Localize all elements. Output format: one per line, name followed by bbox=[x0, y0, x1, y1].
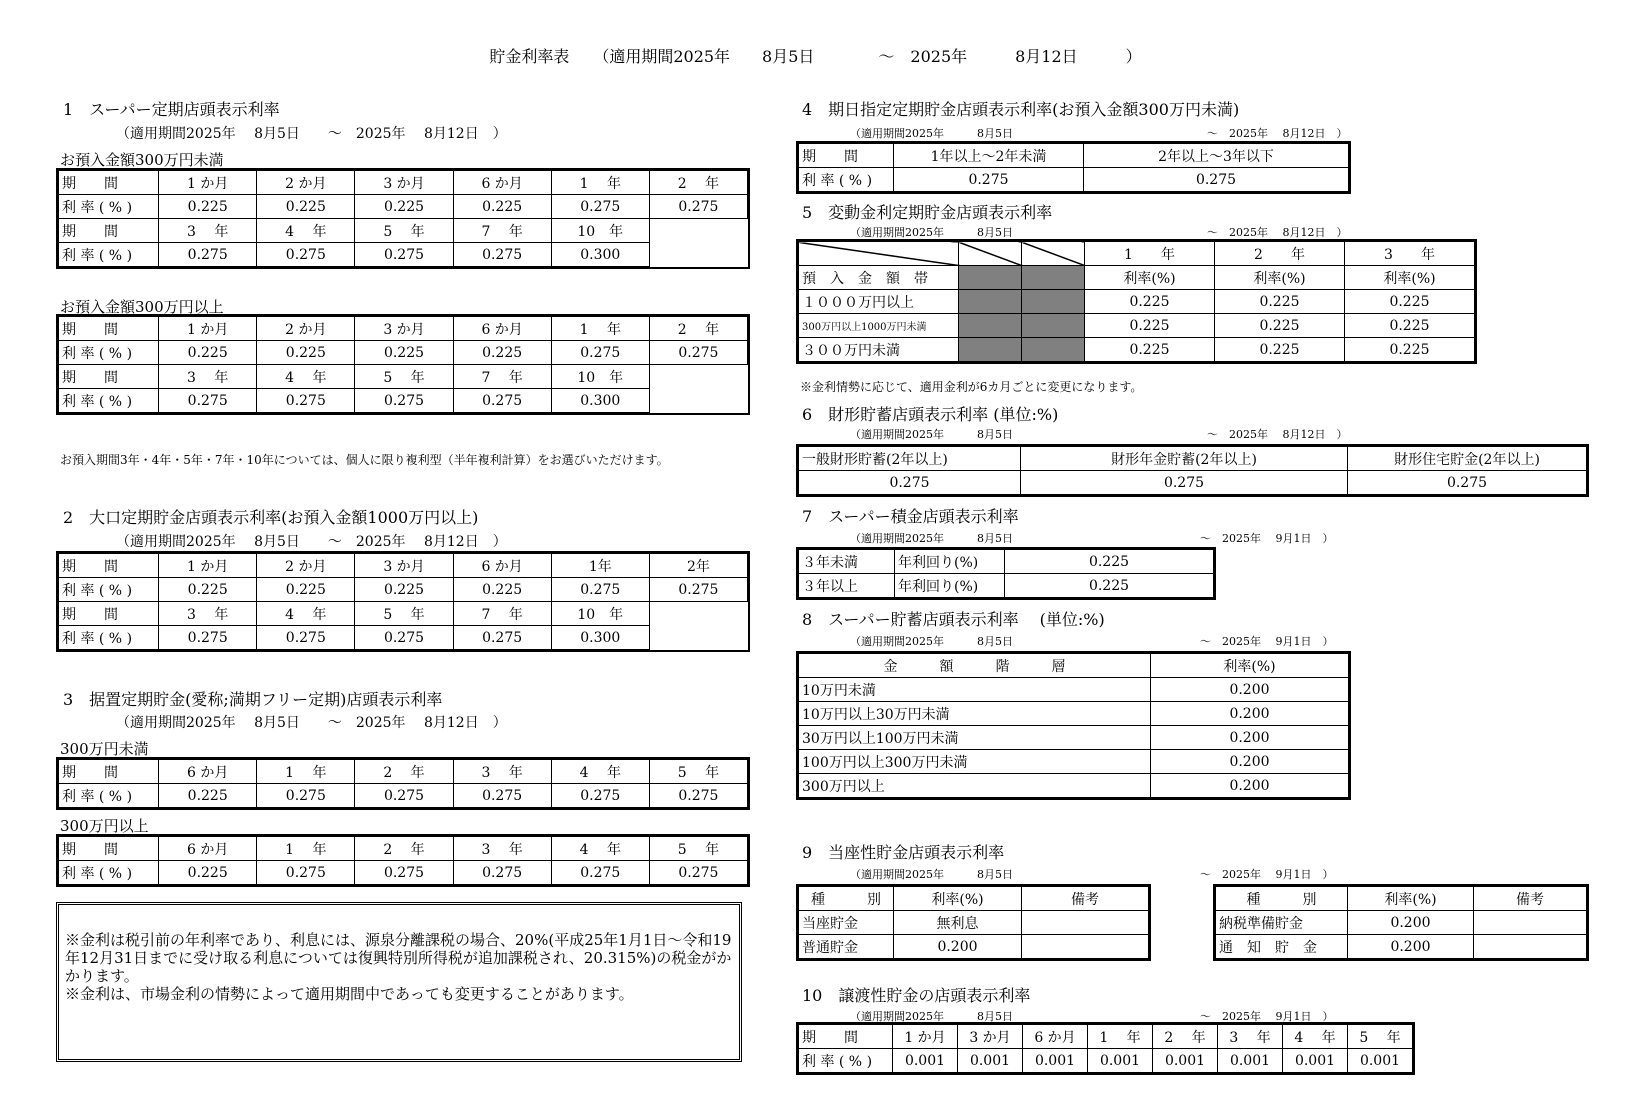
table-cell: 0.275 bbox=[453, 389, 551, 413]
table-cell: 0.275 bbox=[551, 195, 649, 219]
table-cell: 1 年 bbox=[551, 171, 649, 195]
table-cell: 1 年 bbox=[257, 837, 355, 861]
table-cell: 2 か月 bbox=[257, 317, 355, 341]
section8-period-end: ～ 2025年 9月1日 ） bbox=[1200, 635, 1334, 648]
row-label-cell: 利 率 ( % ) bbox=[59, 578, 159, 602]
gray-cell bbox=[1022, 242, 1085, 266]
section4-period-start: （適用期間2025年 8月5日 bbox=[850, 127, 1013, 140]
section7-title: 7 スーパー積金店頭表示利率 bbox=[802, 507, 1019, 526]
table-cell: 0.275 bbox=[355, 243, 453, 267]
type-header: 種 別 bbox=[1216, 887, 1348, 911]
rate-header: 利率(%) bbox=[1348, 887, 1474, 911]
table-row bbox=[799, 750, 1349, 774]
table-cell: 財形住宅貯金(2年以上) bbox=[1348, 447, 1587, 471]
table-row bbox=[799, 678, 1349, 702]
rate-cell: 0.225 bbox=[1215, 314, 1345, 338]
rate-cell: 0.200 bbox=[1151, 678, 1349, 702]
table-cell: 7 年 bbox=[453, 219, 551, 243]
table-cell: 1 年 bbox=[257, 760, 355, 784]
table-row bbox=[799, 726, 1349, 750]
table-row bbox=[59, 837, 748, 861]
table-cell: 3 年 bbox=[1218, 1025, 1283, 1049]
table-cell: 0.275 bbox=[649, 784, 747, 808]
gray-cell bbox=[959, 290, 1022, 314]
tier-label: 300万円以上 bbox=[799, 774, 1151, 798]
rate-cell: 0.225 bbox=[1085, 314, 1215, 338]
table-cell: 5 年 bbox=[1348, 1025, 1413, 1049]
rate-cell: 0.225 bbox=[1215, 338, 1345, 362]
table-row bbox=[799, 887, 1149, 911]
table-cell: 3 か月 bbox=[355, 317, 453, 341]
rate-cell: 0.200 bbox=[1151, 702, 1349, 726]
section9-table-right bbox=[1215, 886, 1587, 959]
table-row bbox=[59, 784, 748, 808]
yield-label: 年利回り(%) bbox=[895, 574, 1005, 598]
table-cell: 0.275 bbox=[257, 784, 355, 808]
table-cell: 3 年 bbox=[159, 365, 257, 389]
section10-title: 10 譲渡性貯金の店頭表示利率 bbox=[802, 986, 1031, 1005]
section1-subtitle-under-3m: お預入金額300万円未満 bbox=[60, 151, 224, 169]
table-cell: 0.275 bbox=[257, 626, 355, 650]
table-row bbox=[799, 471, 1587, 495]
section7-period-start: （適用期間2025年 8月5日 bbox=[850, 532, 1013, 545]
section8-table bbox=[798, 653, 1349, 798]
table-cell: 0.225 bbox=[355, 341, 453, 365]
table-cell: 0.225 bbox=[257, 578, 355, 602]
table-cell: 6 か月 bbox=[159, 837, 257, 861]
row-label-cell: 期 間 bbox=[59, 760, 159, 784]
tier-label: 30万円以上100万円未満 bbox=[799, 726, 1151, 750]
table-cell: 5 年 bbox=[649, 760, 747, 784]
table-cell: 6 か月 bbox=[453, 171, 551, 195]
term-header: 2 年 bbox=[1215, 242, 1345, 266]
section1-subtitle-over-3m: お預入金額300万円以上 bbox=[60, 298, 224, 316]
table-cell: 0.300 bbox=[551, 389, 649, 413]
table-cell: 0.275 bbox=[649, 861, 747, 885]
table-row bbox=[799, 774, 1349, 798]
table-cell: 6 か月 bbox=[1023, 1025, 1088, 1049]
tax-notes-box bbox=[56, 902, 742, 1062]
tier-label: 10万円未満 bbox=[799, 678, 1151, 702]
table-row bbox=[799, 242, 1475, 266]
row-label-cell: 一般財形貯蓄(2年以上) bbox=[799, 447, 1021, 471]
section6-title: 6 財形貯蓄店頭表示利率 (単位:%) bbox=[802, 405, 1059, 424]
table-row bbox=[799, 314, 1475, 338]
table-cell: 0.275 bbox=[1021, 471, 1348, 495]
remarks-cell bbox=[1474, 911, 1587, 935]
table-row bbox=[1216, 911, 1587, 935]
table-row bbox=[1216, 887, 1587, 911]
section5-table bbox=[798, 241, 1475, 362]
table-cell: 0.225 bbox=[159, 341, 257, 365]
table-cell: 4 年 bbox=[1283, 1025, 1348, 1049]
table-cell: 0.275 bbox=[894, 168, 1084, 192]
rate-header: 利率(%) bbox=[1151, 654, 1349, 678]
rate-header: 利率(%) bbox=[1345, 266, 1475, 290]
table-cell: 0.275 bbox=[453, 243, 551, 267]
rate-cell: 0.225 bbox=[1345, 290, 1475, 314]
rate-cell: 0.200 bbox=[1151, 774, 1349, 798]
table-row bbox=[59, 602, 748, 626]
table-cell: 2 年 bbox=[355, 837, 453, 861]
table-row bbox=[59, 171, 748, 195]
table-cell: 2 年 bbox=[1153, 1025, 1218, 1049]
table-cell: 0.275 bbox=[551, 341, 649, 365]
section4-period-end: ～ 2025年 8月12日 ） bbox=[1207, 127, 1348, 140]
table-cell: 0.275 bbox=[551, 784, 649, 808]
rate-cell: 0.200 bbox=[1348, 935, 1474, 959]
row-label-cell: 利 率 ( % ) bbox=[799, 168, 894, 192]
remarks-cell bbox=[1474, 935, 1587, 959]
table-cell: 1 か月 bbox=[159, 554, 257, 578]
table-cell: 6 か月 bbox=[159, 760, 257, 784]
table-cell: 7 年 bbox=[453, 365, 551, 389]
empty-cell bbox=[649, 602, 747, 626]
row-label-cell: 期 間 bbox=[59, 171, 159, 195]
table-row bbox=[799, 1049, 1413, 1073]
table-row bbox=[59, 195, 748, 219]
gray-cell bbox=[1022, 314, 1085, 338]
table-cell: 1 か月 bbox=[893, 1025, 958, 1049]
table-cell: 0.225 bbox=[159, 578, 257, 602]
empty-cell bbox=[649, 626, 747, 650]
section10-period-end: ～ 2025年 9月1日 ） bbox=[1200, 1010, 1334, 1023]
row-label-cell: 利 率 ( % ) bbox=[59, 389, 159, 413]
table-cell: 0.225 bbox=[355, 195, 453, 219]
table-cell: 0.300 bbox=[551, 626, 649, 650]
rate-cell: 0.225 bbox=[1345, 314, 1475, 338]
table-cell: 1 年 bbox=[551, 317, 649, 341]
table-row bbox=[59, 626, 748, 650]
row-label-cell: 期 間 bbox=[799, 1025, 893, 1049]
table-cell: 0.225 bbox=[453, 578, 551, 602]
table-row bbox=[799, 338, 1475, 362]
table-cell: 0.225 bbox=[257, 195, 355, 219]
table-cell: 3 年 bbox=[159, 219, 257, 243]
gray-cell bbox=[959, 314, 1022, 338]
section5-period-end: ～ 2025年 8月12日 ） bbox=[1207, 226, 1348, 239]
table-cell: 2 年 bbox=[355, 760, 453, 784]
row-label-cell: 利 率 ( % ) bbox=[799, 1049, 893, 1073]
table-row bbox=[799, 702, 1349, 726]
gray-cell bbox=[959, 242, 1022, 266]
table-cell: 0.225 bbox=[453, 195, 551, 219]
table-cell: 4 年 bbox=[551, 760, 649, 784]
amount-band-label: 300万円以上1000万円未満 bbox=[799, 314, 959, 338]
section4-table bbox=[798, 143, 1349, 192]
table-cell: 5 年 bbox=[355, 365, 453, 389]
table-row bbox=[799, 168, 1349, 192]
rate-cell: 0.225 bbox=[1085, 290, 1215, 314]
row-label-cell: 期 間 bbox=[59, 365, 159, 389]
remarks-cell bbox=[1022, 911, 1149, 935]
gray-cell bbox=[1022, 266, 1085, 290]
table-cell: 0.275 bbox=[159, 243, 257, 267]
table-row bbox=[799, 550, 1214, 574]
rate-header: 利率(%) bbox=[1215, 266, 1345, 290]
rate-cell: 無利息 bbox=[894, 911, 1022, 935]
table-cell: 4 年 bbox=[257, 219, 355, 243]
section3-table-under-3m bbox=[58, 759, 748, 808]
table-cell: 0.001 bbox=[893, 1049, 958, 1073]
table-cell: 0.001 bbox=[1348, 1049, 1413, 1073]
table-cell: 0.001 bbox=[958, 1049, 1023, 1073]
table-row bbox=[59, 760, 748, 784]
section6-period-start: （適用期間2025年 8月5日 bbox=[850, 428, 1013, 441]
table-cell: 0.275 bbox=[159, 389, 257, 413]
section2-period: （適用期間2025年 8月5日 ～ 2025年 8月12日 ） bbox=[116, 534, 507, 550]
table-row bbox=[799, 574, 1214, 598]
table-cell: 2年以上～3年以下 bbox=[1084, 144, 1349, 168]
section9-period-end: ～ 2025年 9月1日 ） bbox=[1200, 868, 1334, 881]
table-cell: 0.225 bbox=[355, 578, 453, 602]
table-row bbox=[799, 290, 1475, 314]
section8-title: 8 スーパー貯蓄店頭表示利率 (単位:%) bbox=[802, 610, 1105, 629]
section8-period-start: （適用期間2025年 8月5日 bbox=[850, 635, 1013, 648]
table-cell: 6 か月 bbox=[453, 554, 551, 578]
section7-table bbox=[798, 549, 1214, 598]
table-cell: 0.300 bbox=[551, 243, 649, 267]
section5-title: 5 変動金利定期貯金店頭表示利率 bbox=[802, 203, 1053, 222]
empty-cell bbox=[649, 219, 747, 243]
table-cell: 3 か月 bbox=[355, 171, 453, 195]
table-row bbox=[59, 365, 748, 389]
section2-table bbox=[58, 553, 748, 650]
rate-cell: 0.200 bbox=[894, 935, 1022, 959]
rate-cell: 0.200 bbox=[1151, 726, 1349, 750]
rate-header: 利率(%) bbox=[1085, 266, 1215, 290]
section9-title: 9 当座性貯金店頭表示利率 bbox=[802, 843, 1005, 862]
table-cell: 10 年 bbox=[551, 219, 649, 243]
table-cell: 0.001 bbox=[1023, 1049, 1088, 1073]
table-cell: 0.001 bbox=[1088, 1049, 1153, 1073]
remarks-header: 備考 bbox=[1474, 887, 1587, 911]
row-label-cell: 期 間 bbox=[59, 602, 159, 626]
row-label-cell: 期 間 bbox=[59, 317, 159, 341]
table-cell: 2年 bbox=[649, 554, 747, 578]
row-label-cell: 期 間 bbox=[59, 837, 159, 861]
term-header: 1 年 bbox=[1085, 242, 1215, 266]
table-cell: 1年 bbox=[551, 554, 649, 578]
section6-table bbox=[798, 446, 1587, 495]
table-cell: 0.275 bbox=[551, 578, 649, 602]
table-cell: 1 年 bbox=[1088, 1025, 1153, 1049]
rate-cell: 0.200 bbox=[1151, 750, 1349, 774]
table-cell: 0.225 bbox=[159, 861, 257, 885]
gray-cell bbox=[1022, 338, 1085, 362]
tax-note: ※金利は税引前の年利率であり、利息には、源泉分離課税の場合、20%(平成25年1月1日～令和19年12月31日までに受け取る利息については復興特別所得税が追加課税され、20.315%)の税金がかかります。 bbox=[65, 931, 732, 985]
rate-cell: 0.225 bbox=[1085, 338, 1215, 362]
term-header: 3 年 bbox=[1345, 242, 1475, 266]
table-cell: 0.275 bbox=[257, 861, 355, 885]
table-cell: 0.275 bbox=[355, 861, 453, 885]
table-row bbox=[59, 243, 748, 267]
section5-period-start: （適用期間2025年 8月5日 bbox=[850, 226, 1013, 239]
section1-period: （適用期間2025年 8月5日 ～ 2025年 8月12日 ） bbox=[116, 126, 507, 142]
table-cell: 0.001 bbox=[1153, 1049, 1218, 1073]
table-cell: 3 年 bbox=[453, 760, 551, 784]
table-row bbox=[59, 554, 748, 578]
section3-table-over-3m bbox=[58, 836, 748, 885]
gray-cell bbox=[959, 266, 1022, 290]
table-cell: 0.275 bbox=[257, 389, 355, 413]
table-cell: 0.001 bbox=[1218, 1049, 1283, 1073]
table-cell: 3 年 bbox=[453, 837, 551, 861]
document-title: 貯金利率表 （適用期間2025年 8月5日 ～ 2025年 8月12日 ） bbox=[489, 47, 1142, 66]
table-cell: 0.275 bbox=[453, 626, 551, 650]
rate-cell: 0.225 bbox=[1005, 574, 1214, 598]
table-cell: 0.275 bbox=[159, 626, 257, 650]
section1-note: お預入期間3年・4年・5年・7年・10年については、個人に限り複利型（半年複利計算）をお選びいただけます。 bbox=[60, 453, 669, 467]
table-cell: 4 年 bbox=[257, 602, 355, 626]
section2-title: 2 大口定期貯金店頭表示利率(お預入金額1000万円以上) bbox=[63, 508, 479, 527]
rate-cell: 0.225 bbox=[1005, 550, 1214, 574]
gray-cell bbox=[1022, 290, 1085, 314]
table-cell: 0.275 bbox=[355, 784, 453, 808]
table-row bbox=[799, 266, 1475, 290]
table-row bbox=[59, 578, 748, 602]
table-cell: 0.225 bbox=[453, 341, 551, 365]
term-label: ３年以上 bbox=[799, 574, 895, 598]
table-cell: 2 か月 bbox=[257, 171, 355, 195]
table-cell: 0.275 bbox=[649, 341, 747, 365]
table-cell: 1年以上～2年未満 bbox=[894, 144, 1084, 168]
type-label: 普通貯金 bbox=[799, 935, 894, 959]
table-cell: 0.275 bbox=[355, 389, 453, 413]
section6-period-end: ～ 2025年 8月12日 ） bbox=[1207, 428, 1348, 441]
table-cell: 0.275 bbox=[257, 243, 355, 267]
table-cell: 0.275 bbox=[355, 626, 453, 650]
table-cell: 3 年 bbox=[159, 602, 257, 626]
gray-cell bbox=[959, 338, 1022, 362]
yield-label: 年利回り(%) bbox=[895, 550, 1005, 574]
table-row bbox=[1216, 935, 1587, 959]
table-cell: 0.225 bbox=[159, 195, 257, 219]
table-cell: 1 か月 bbox=[159, 171, 257, 195]
table-row bbox=[59, 219, 748, 243]
table-cell: 2 年 bbox=[649, 317, 747, 341]
tier-label: 10万円以上30万円未満 bbox=[799, 702, 1151, 726]
type-header: 種 別 bbox=[799, 887, 894, 911]
rate-change-note: ※金利は、市場金利の情勢によって適用期間中であっても変更することがあります。 bbox=[65, 985, 634, 1003]
table-cell: 3 か月 bbox=[355, 554, 453, 578]
table-row bbox=[799, 1025, 1413, 1049]
term-label: ３年未満 bbox=[799, 550, 895, 574]
table-cell: 0.275 bbox=[1348, 471, 1587, 495]
section1-title: 1 スーパー定期店頭表示利率 bbox=[63, 100, 280, 119]
table-row bbox=[799, 144, 1349, 168]
section9-table-left bbox=[798, 886, 1149, 959]
row-label-cell: 利 率 ( % ) bbox=[59, 784, 159, 808]
rate-cell: 0.225 bbox=[1345, 338, 1475, 362]
table-cell: 0.275 bbox=[649, 578, 747, 602]
section10-table bbox=[798, 1024, 1413, 1073]
rate-cell: 0.225 bbox=[1215, 290, 1345, 314]
table-row bbox=[799, 654, 1349, 678]
table-cell: 財形年金貯蓄(2年以上) bbox=[1021, 447, 1348, 471]
table-row bbox=[59, 861, 748, 885]
tier-label: 100万円以上300万円未満 bbox=[799, 750, 1151, 774]
table-cell: 5 年 bbox=[649, 837, 747, 861]
section3-subtitle-over-3m: 300万円以上 bbox=[60, 817, 149, 835]
section3-period: （適用期間2025年 8月5日 ～ 2025年 8月12日 ） bbox=[116, 715, 507, 731]
empty-cell bbox=[649, 365, 747, 389]
row-label-cell: 利 率 ( % ) bbox=[59, 243, 159, 267]
rate-header: 利率(%) bbox=[894, 887, 1022, 911]
section4-title: 4 期日指定定期貯金店頭表示利率(お預入金額300万円未満) bbox=[802, 100, 1240, 119]
section5-note: ※金利情勢に応じて、適用金利が6カ月ごとに変更になります。 bbox=[800, 380, 1143, 394]
table-cell: 3 か月 bbox=[958, 1025, 1023, 1049]
row-label-cell: 利 率 ( % ) bbox=[59, 861, 159, 885]
table-row bbox=[799, 447, 1587, 471]
table-row bbox=[59, 341, 748, 365]
type-label: 通 知 貯 金 bbox=[1216, 935, 1348, 959]
amount-band-label: ３００万円未満 bbox=[799, 338, 959, 362]
rate-cell: 0.200 bbox=[1348, 911, 1474, 935]
section1-table-under-3m bbox=[58, 170, 748, 267]
table-row bbox=[799, 911, 1149, 935]
section10-period-start: （適用期間2025年 8月5日 bbox=[850, 1010, 1013, 1023]
table-cell: 5 年 bbox=[355, 219, 453, 243]
diagonal-header-cell bbox=[799, 242, 959, 266]
amount-tier-header: 金 額 階 層 bbox=[799, 654, 1151, 678]
table-row bbox=[59, 317, 748, 341]
table-cell: 0.275 bbox=[1084, 168, 1349, 192]
table-cell: 0.225 bbox=[159, 784, 257, 808]
type-label: 納税準備貯金 bbox=[1216, 911, 1348, 935]
table-cell: 0.275 bbox=[799, 471, 1021, 495]
row-label-cell: 期 間 bbox=[59, 554, 159, 578]
table-cell: 0.275 bbox=[649, 195, 747, 219]
empty-cell bbox=[649, 243, 747, 267]
table-cell: 1 か月 bbox=[159, 317, 257, 341]
table-cell: 4 年 bbox=[257, 365, 355, 389]
row-label-cell: 利 率 ( % ) bbox=[59, 195, 159, 219]
table-cell: 5 年 bbox=[355, 602, 453, 626]
table-cell: 6 か月 bbox=[453, 317, 551, 341]
table-cell: 10 年 bbox=[551, 602, 649, 626]
table-cell: 0.275 bbox=[453, 784, 551, 808]
table-cell: 10 年 bbox=[551, 365, 649, 389]
table-cell: 0.001 bbox=[1283, 1049, 1348, 1073]
table-cell: 0.275 bbox=[453, 861, 551, 885]
row-label-cell: 利 率 ( % ) bbox=[59, 626, 159, 650]
table-cell: 0.275 bbox=[551, 861, 649, 885]
empty-cell bbox=[649, 389, 747, 413]
remarks-cell bbox=[1022, 935, 1149, 959]
section9-period-start: （適用期間2025年 8月5日 bbox=[850, 868, 1013, 881]
amount-band-header: 預 入 金 額 帯 bbox=[799, 266, 959, 290]
row-label-cell: 期 間 bbox=[59, 219, 159, 243]
type-label: 当座貯金 bbox=[799, 911, 894, 935]
table-row bbox=[799, 935, 1149, 959]
row-label-cell: 利 率 ( % ) bbox=[59, 341, 159, 365]
table-cell: 2 か月 bbox=[257, 554, 355, 578]
section3-title: 3 据置定期貯金(愛称;満期フリー定期)店頭表示利率 bbox=[63, 690, 443, 709]
table-cell: 7 年 bbox=[453, 602, 551, 626]
section1-table-over-3m bbox=[58, 316, 748, 413]
section7-period-end: ～ 2025年 9月1日 ） bbox=[1200, 532, 1334, 545]
table-cell: 2 年 bbox=[649, 171, 747, 195]
section3-subtitle-under-3m: 300万円未満 bbox=[60, 740, 149, 758]
amount-band-label: １０００万円以上 bbox=[799, 290, 959, 314]
table-cell: 0.225 bbox=[257, 341, 355, 365]
remarks-header: 備考 bbox=[1022, 887, 1149, 911]
table-cell: 4 年 bbox=[551, 837, 649, 861]
row-label-cell: 期 間 bbox=[799, 144, 894, 168]
table-row bbox=[59, 389, 748, 413]
